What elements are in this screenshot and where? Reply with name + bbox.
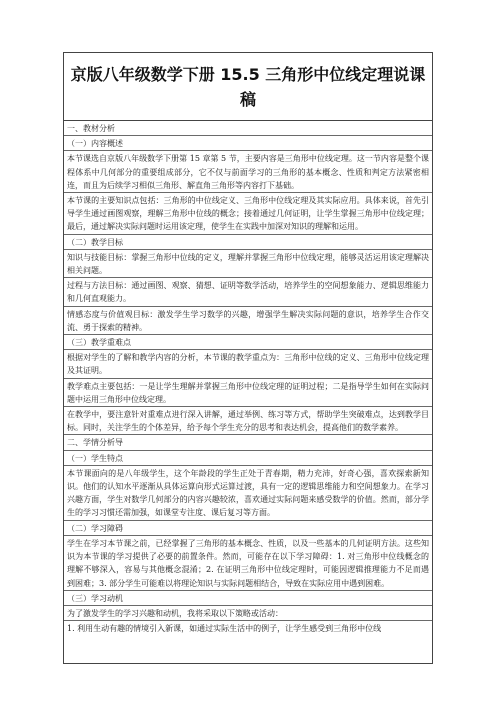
subsection-heading: （一）内容概述 [64,136,432,151]
subsection-heading: （三）学习动机 [64,591,432,606]
paragraph: 教学难点主要包括：一是让学生理解并掌握三角形中位线定理的证明过程；二是指导学生如何在实际问题中运用三角形中位线定理。 [64,379,432,407]
document-title: 京版八年级数学下册 15.5 三角形中位线定理说课稿 [64,53,432,121]
paragraph: 知识与技能目标：掌握三角形中位线的定义，理解并掌握三角形中位线定理，能够灵活运用该定理解决相关问题。 [64,250,432,278]
paragraph: 为了激发学生的学习兴趣和动机，我将采取以下策略或活动： [64,606,432,621]
paragraph: 本节课的主要知识点包括：三角形的中位线定义、三角形中位线定理及其实际应用。具体来说，首先引导学生通过画图观察，理解三角形中位线的概念；接着通过几何证明，让学生掌握三角形中位线定理；最后，通过解决实际问题时运用该定理，使学生在实践中加深对知识的理解和运用。 [64,193,432,235]
document-table [63,52,433,664]
subsection-heading: （二）学习障碍 [64,521,432,536]
section-heading: 二、学情分析导 [64,435,432,450]
section-heading: 一、教材分析 [64,121,432,136]
paragraph: 本节课面向的是八年级学生，这个年龄段的学生正处于青春期，精力充沛，好奇心强，喜欢探索新知识。他们的认知水平逐渐从具体运算向形式运算过渡，具有一定的逻辑思维能力和空间想象力。在学习兴趣方面，学生对数学几何部分的内容兴趣较浓，喜欢通过实际问题来感受数学的价值。然而，部分学生的学习习惯还需加强，如课堂专注度、课后复习等方面。 [64,466,432,521]
paragraph: 根据对学生的了解和教学内容的分析，本节课的教学重点为：三角形中位线的定义、三角形中位线定理及其证明。 [64,350,432,378]
paragraph: 本节课选自京版八年级数学下册第 15 章第 5 节，主要内容是三角形中位线定理。这一节内容是整个课程体系中几何部分的重要组成部分，它不仅与前面学习的三角形的基本概念、性质和判定方法紧密相连，而且为后续学习相似三角形、解直角三角形等内容打下基础。 [64,151,432,193]
paragraph: 在教学中，要注意针对重难点进行深入讲解，通过举例、练习等方式，帮助学生突破难点，达到教学目标。同时，关注学生的个体差异，给予每个学生充分的思考和表达机会，提高他们的数学素养。 [64,407,432,435]
paragraph: 过程与方法目标：通过画图、观察、猜想、证明等数学活动，培养学生的空间想象能力、逻辑思维能力和几何直观能力。 [64,278,432,306]
paragraph: 1. 利用生动有趣的情境引入新课，如通过实际生活中的例子，让学生感受到三角形中位线 [67,624,382,634]
subsection-heading: （一）学生特点 [64,451,432,466]
subsection-heading: （三）教学重难点 [64,335,432,350]
paragraph: 学生在学习本节课之前，已经掌握了三角形的基本概念、性质，以及一些基本的几何证明方法。这些知识为本节课的学习提供了必要的前置条件。然而，可能存在以下学习障碍：1. 对三角形中位线概念的理解不够深入，容易与其他概念混淆；2. 在证明三角形中位线定理时，可能因逻辑推理能力不足而遇到困难；3. 部分学生可能难以将理论知识与实际问题相结合，导致在实际应用中遇到困难。 [64,536,432,591]
subsection-heading: （二）教学目标 [64,235,432,250]
paragraph: 情感态度与价值观目标：激发学生学习数学的兴趣，增强学生解决实际问题的意识，培养学生合作交流、勇于探索的精神。 [64,307,432,335]
